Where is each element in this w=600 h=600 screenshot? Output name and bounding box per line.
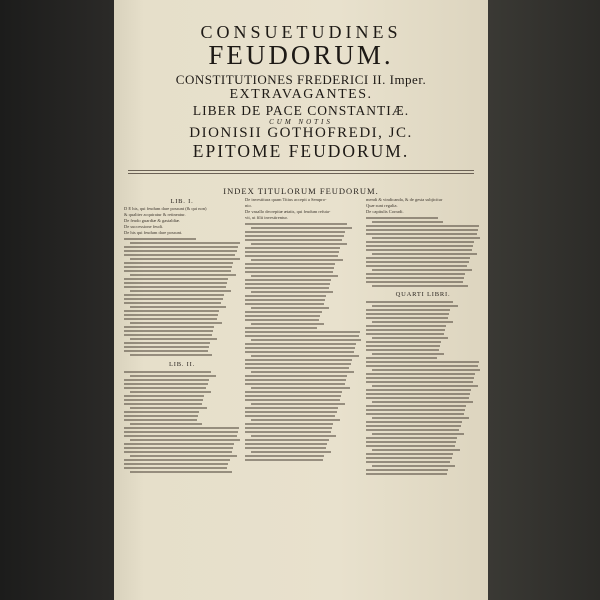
text-line	[366, 461, 450, 463]
text-line	[372, 305, 458, 307]
text-line	[124, 326, 214, 328]
text-line	[130, 439, 240, 441]
text-line	[245, 299, 325, 301]
text-line	[251, 259, 343, 261]
text-lines-block	[124, 371, 240, 473]
text-line	[124, 266, 232, 268]
text-line	[124, 387, 206, 389]
text-line	[366, 453, 453, 455]
text-line	[130, 354, 212, 356]
background-left	[0, 0, 114, 600]
text-line	[251, 323, 324, 325]
text-line	[372, 433, 464, 435]
text-line	[124, 435, 237, 437]
text-line	[372, 337, 448, 339]
text-line	[124, 350, 208, 352]
text-line	[251, 339, 361, 341]
index-entry: Quæ sunt regalia.	[366, 203, 398, 208]
text-line	[245, 447, 326, 449]
text-line	[130, 375, 216, 377]
text-line	[372, 401, 473, 403]
divider-rule-top	[128, 170, 474, 171]
text-line	[245, 415, 335, 417]
text-line	[245, 427, 332, 429]
text-line	[366, 405, 466, 407]
book-page	[114, 0, 488, 600]
text-line	[366, 441, 456, 443]
text-line	[124, 415, 198, 417]
text-line	[366, 325, 446, 327]
text-line	[372, 321, 453, 323]
text-line	[372, 465, 455, 467]
text-line	[366, 469, 448, 471]
text-line	[245, 459, 323, 461]
text-line	[245, 439, 329, 441]
title-line-liber-de-pace: LIBER DE PACE CONSTANTIÆ.	[192, 103, 410, 118]
text-line	[245, 255, 338, 257]
index-entry: mendi & vindicanda, & de gesta subjicitur	[366, 197, 443, 202]
index-entry: D E his, qui feudum dare possunt (& qui non)	[124, 206, 207, 211]
text-line	[366, 425, 461, 427]
text-line	[366, 313, 449, 315]
text-line	[366, 397, 469, 399]
text-line	[251, 371, 354, 373]
text-line	[245, 363, 351, 365]
text-line	[124, 298, 223, 300]
text-line	[130, 391, 211, 393]
text-line	[130, 258, 240, 260]
text-line	[124, 302, 221, 304]
text-line	[366, 349, 439, 351]
text-line	[124, 411, 199, 413]
text-line	[245, 335, 359, 337]
text-line	[372, 221, 443, 223]
text-line	[130, 407, 207, 409]
text-line	[251, 451, 331, 453]
text-line	[124, 294, 224, 296]
text-line	[251, 403, 345, 405]
text-line	[366, 357, 437, 359]
text-lines-block	[366, 301, 480, 475]
text-line	[124, 431, 238, 433]
text-line	[245, 267, 334, 269]
text-line	[366, 365, 478, 367]
text-line	[245, 311, 322, 313]
text-line	[130, 290, 231, 292]
text-line	[124, 419, 197, 421]
text-line	[245, 395, 341, 397]
text-line	[130, 455, 237, 457]
text-line	[245, 407, 338, 409]
index-entry: vit, ut filii investirentur.	[245, 215, 288, 220]
text-line	[366, 329, 445, 331]
text-line	[372, 369, 480, 371]
text-line	[130, 242, 240, 244]
text-line	[245, 411, 337, 413]
text-line	[124, 443, 234, 445]
text-line	[245, 347, 355, 349]
text-line	[124, 447, 233, 449]
text-line	[251, 387, 350, 389]
column-heading-lib-ii: LIB. II.	[168, 361, 196, 368]
text-line	[245, 231, 345, 233]
text-line	[245, 247, 340, 249]
text-line	[245, 383, 345, 385]
text-line	[124, 383, 208, 385]
text-line	[245, 271, 333, 273]
text-line	[372, 353, 444, 355]
text-line	[366, 309, 450, 311]
text-line	[366, 413, 464, 415]
index-title: INDEX TITULORUM FEUDORUM.	[223, 186, 379, 196]
text-line	[124, 278, 228, 280]
text-line	[124, 395, 204, 397]
text-line	[245, 279, 331, 281]
text-line	[245, 359, 352, 361]
text-line	[124, 282, 227, 284]
text-line	[366, 393, 470, 395]
text-line	[245, 399, 340, 401]
text-line	[366, 241, 474, 243]
text-line	[372, 285, 468, 287]
text-line	[366, 217, 438, 219]
text-line	[366, 261, 469, 263]
text-line	[366, 437, 457, 439]
title-line-feudorum: FEUDORUM.	[208, 40, 394, 70]
text-line	[251, 291, 333, 293]
text-line	[245, 235, 344, 237]
index-entry: & qualiter acquiratur & retineatur.	[124, 212, 186, 217]
text-line	[245, 455, 324, 457]
text-line	[366, 381, 473, 383]
text-line	[245, 423, 333, 425]
text-line	[124, 286, 226, 288]
text-line	[124, 427, 239, 429]
text-line	[130, 423, 202, 425]
title-line-cum-notis: CUM NOTIS	[269, 118, 333, 126]
text-line	[245, 287, 329, 289]
text-line	[245, 431, 331, 433]
text-lines-block	[245, 223, 361, 461]
text-line	[366, 445, 455, 447]
text-line	[130, 322, 222, 324]
text-line	[366, 281, 463, 283]
text-line	[245, 315, 320, 317]
text-line	[366, 317, 448, 319]
text-line	[124, 379, 209, 381]
text-line	[245, 295, 326, 297]
text-line	[130, 338, 217, 340]
title-line-constitutiones: CONSTITUTIONES FREDERICI II. Imper.	[175, 72, 427, 87]
text-line	[124, 330, 213, 332]
text-lines-block	[366, 217, 480, 287]
title-line-gothofredi: DIONISII GOTHOFREDI, JC.	[189, 125, 413, 141]
text-line	[245, 391, 342, 393]
text-line	[245, 367, 349, 369]
index-entry: De capitulis Corradi.	[366, 209, 404, 214]
text-line	[124, 270, 231, 272]
text-line	[124, 314, 218, 316]
text-line	[245, 331, 360, 333]
text-line	[130, 471, 232, 473]
text-line	[245, 251, 339, 253]
text-line	[245, 351, 354, 353]
text-line	[366, 345, 440, 347]
text-line	[124, 254, 235, 256]
background-right	[488, 0, 600, 600]
text-line	[124, 459, 230, 461]
column-heading-quarti-libri: QUARTI LIBRI.	[395, 291, 451, 298]
text-line	[245, 343, 356, 345]
text-line	[124, 334, 212, 336]
text-line	[124, 467, 227, 469]
text-line	[372, 237, 480, 239]
text-line	[245, 379, 346, 381]
text-line	[124, 403, 202, 405]
text-lines-block	[124, 238, 240, 356]
index-column-3	[366, 197, 480, 592]
column-heading-lib-i: LIB. I.	[170, 198, 194, 205]
text-line	[124, 342, 210, 344]
text-line	[124, 318, 217, 320]
text-line	[366, 429, 459, 431]
text-line	[251, 227, 352, 229]
text-line	[245, 303, 324, 305]
text-line	[366, 373, 475, 375]
text-line	[366, 301, 453, 303]
text-line	[366, 225, 479, 227]
title-line-consuetudines: CONSUETUDINES	[200, 22, 402, 42]
text-line	[245, 223, 347, 225]
divider-rule-bottom	[128, 173, 474, 174]
text-line	[251, 307, 329, 309]
text-line	[366, 457, 452, 459]
text-line	[366, 257, 470, 259]
text-line	[251, 435, 336, 437]
text-line	[124, 246, 238, 248]
title-line-epitome: EPITOME FEUDORUM.	[192, 141, 410, 161]
text-line	[366, 361, 479, 363]
index-entry: De vasallo decrepitæ ætatis, qui feudum refuta-	[245, 209, 331, 214]
text-line	[372, 449, 460, 451]
text-line	[124, 451, 232, 453]
text-line	[130, 274, 236, 276]
index-column-1	[124, 197, 240, 592]
index-column-2	[245, 197, 361, 592]
text-line	[251, 419, 340, 421]
text-line	[372, 253, 477, 255]
text-line	[366, 473, 447, 475]
text-line	[124, 346, 209, 348]
index-entry: De successione feudi.	[124, 224, 164, 229]
index-entry: De feudo guardiæ & gastaldiæ.	[124, 218, 181, 223]
text-line	[366, 341, 441, 343]
text-line	[124, 310, 219, 312]
text-line	[372, 269, 472, 271]
text-line	[245, 263, 335, 265]
text-line	[251, 275, 338, 277]
text-line	[245, 375, 347, 377]
index-entry: nio.	[245, 203, 252, 208]
text-line	[366, 249, 472, 251]
index-entry: De investitura quam Titius accepit a Sempro-	[245, 197, 327, 202]
text-line	[251, 243, 347, 245]
text-line	[124, 463, 228, 465]
text-line	[366, 277, 464, 279]
text-line	[124, 371, 211, 373]
text-line	[124, 262, 233, 264]
text-line	[124, 250, 237, 252]
text-line	[124, 238, 196, 240]
text-line	[366, 233, 477, 235]
text-line	[372, 385, 478, 387]
text-line	[366, 273, 465, 275]
text-line	[366, 245, 473, 247]
text-line	[245, 443, 327, 445]
text-line	[366, 421, 462, 423]
index-entry: De his qui feudum dare possunt.	[124, 230, 183, 235]
text-line	[124, 399, 203, 401]
text-line	[130, 306, 226, 308]
title-line-extravagantes: EXTRAVAGANTES.	[229, 87, 373, 102]
text-line	[245, 283, 330, 285]
text-line	[366, 409, 465, 411]
text-line	[366, 389, 471, 391]
text-line	[245, 319, 319, 321]
text-line	[366, 377, 474, 379]
text-line	[366, 265, 467, 267]
text-line	[366, 333, 444, 335]
text-line	[245, 239, 342, 241]
text-line	[251, 355, 359, 357]
text-line	[245, 327, 317, 329]
text-line	[372, 417, 469, 419]
text-line	[366, 229, 478, 231]
